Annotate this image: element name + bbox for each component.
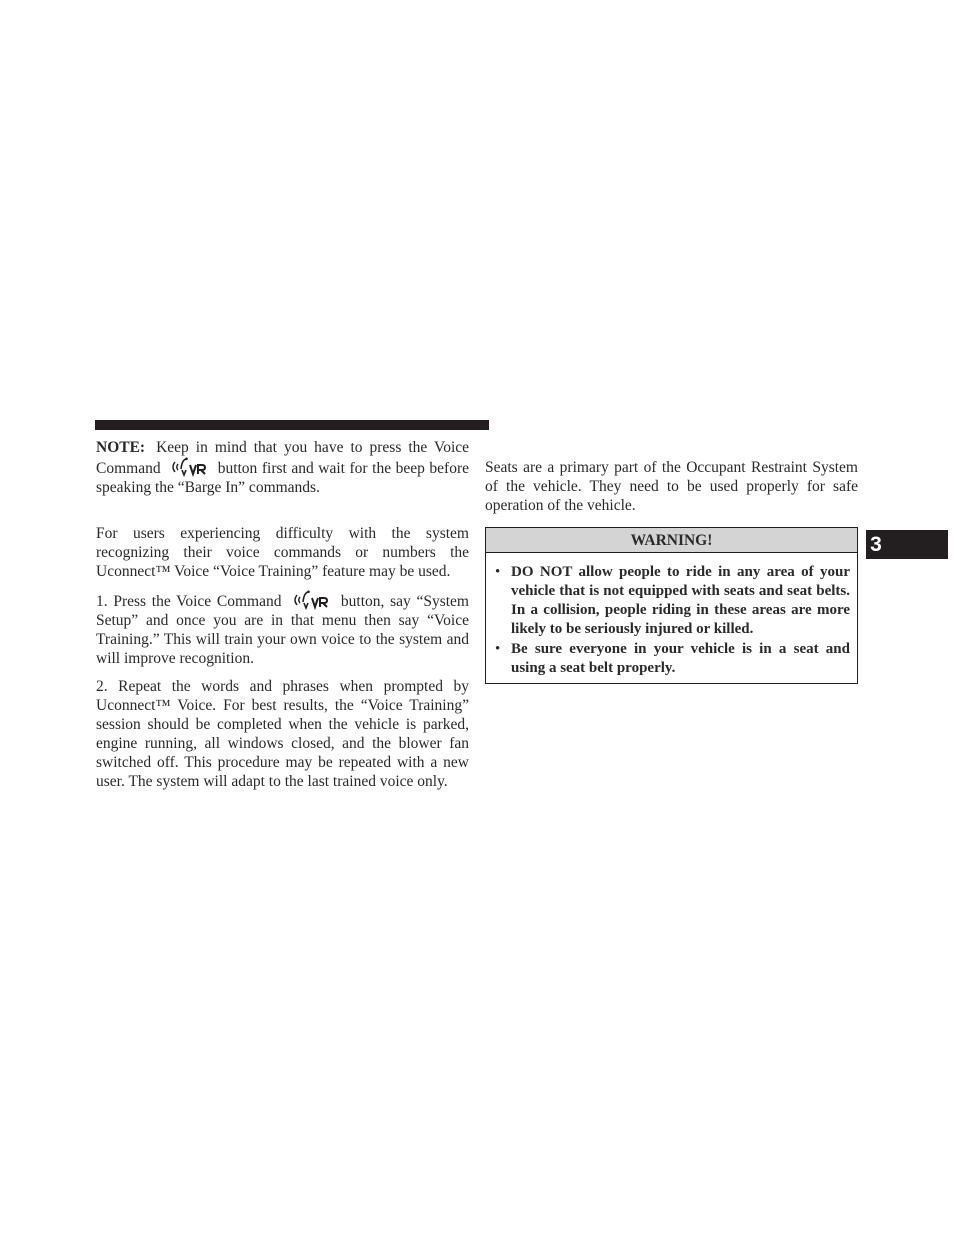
step-2-paragraph: 2. Repeat the words and phrases when prompted by Uconnect™ Voice. For best results, the “Voice Training” session should be completed when the vehicle is parked, engine running, all windows closed, and the blower fan switched off. This procedure may be repeated with a new user. The system will adapt to the last trained voice only. [96,678,469,790]
note-text-after-icon: button first and wait for the beep before speaking the “Barge In” commands. [96,460,470,496]
voice-command-icon [291,590,329,610]
note-paragraph [96,438,469,497]
step-1-text-before-icon: 1. Press the Voice Command [96,593,282,610]
bullet-icon: • [495,564,501,580]
chapter-tab [866,530,948,559]
warning-list [486,553,857,678]
warning-item-text: Be sure everyone in your vehicle is in a seat and using a seat belt properly. [511,641,850,676]
note-label: NOTE: [96,439,146,456]
voice-training-intro: For users experiencing difficulty with the system recognizing their voice commands or numbers the Uconnect™ Voice “Voice Training” feature may be used. [96,525,469,580]
chapter-number: 3 [870,533,882,556]
warning-box [485,527,858,684]
warning-item [495,640,850,678]
left-column [96,438,469,791]
note-text-before-icon: Keep in mind that you have to press the Voice Command [96,439,470,477]
step-1-paragraph [96,590,469,668]
right-column [485,458,858,515]
warning-item-text: DO NOT allow people to ride in any area of your vehicle that is not equipped with seats and seat belts. In a collision, people riding in these areas are more likely to be seriously injured or killed. [511,564,850,637]
section-header-bar [95,420,489,430]
warning-item [495,563,850,639]
bullet-icon: • [495,641,501,657]
warning-title: WARNING! [486,528,857,553]
step-1-text-after-icon: button, say “System Setup” and once you are in that menu then say “Voice Training.” This will train your own voice to the system and will improve recognition. [96,593,469,667]
seats-intro-paragraph: Seats are a primary part of the Occupant Restraint System of the vehicle. They need to be used properly for safe operation of the vehicle. [485,459,858,514]
voice-command-icon [169,457,207,477]
